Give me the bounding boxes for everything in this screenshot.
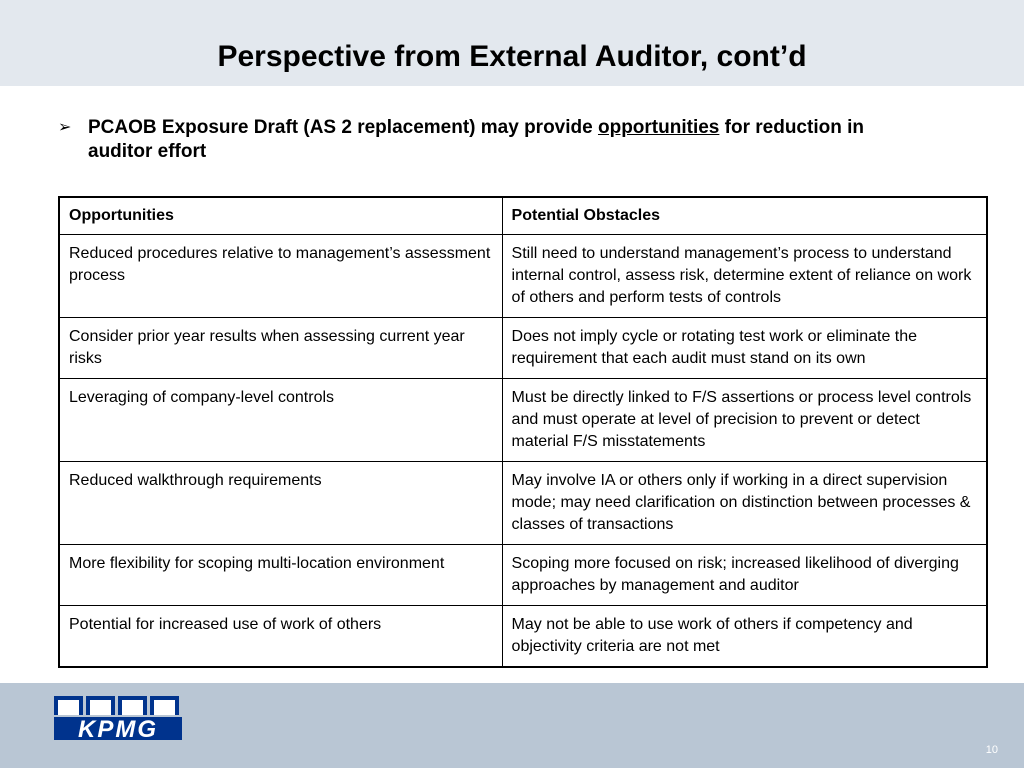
bullet-text-after: for reduction in auditor effort <box>88 117 864 162</box>
table-row <box>59 462 987 545</box>
opportunity-cell: Reduced walkthrough requirements <box>59 462 502 545</box>
opportunity-cell: Leveraging of company-level controls <box>59 379 502 462</box>
opportunity-cell: Potential for increased use of work of others <box>59 606 502 668</box>
obstacle-cell: Still need to understand management’s process to understand internal control, assess risk, determine extent of reliance on work of others and perform tests of controls <box>502 235 987 318</box>
obstacle-cell: May not be able to use work of others if competency and objectivity criteria are not met <box>502 606 987 668</box>
obstacle-cell: Does not imply cycle or rotating test work or eliminate the requirement that each audit must stand on its own <box>502 318 987 379</box>
kpmg-logo <box>52 694 184 742</box>
opportunity-cell: Reduced procedures relative to management’s assessment process <box>59 235 502 318</box>
arrow-bullet-icon: ➢ <box>58 119 72 136</box>
table-row <box>59 545 987 606</box>
kpmg-logo-text: KPMG <box>78 716 158 742</box>
header-opportunities: Opportunities <box>59 197 502 235</box>
bullet-text <box>88 116 908 164</box>
opportunity-cell: Consider prior year results when assessing current year risks <box>59 318 502 379</box>
opportunities-obstacles-table <box>58 196 988 668</box>
bullet-emphasis: opportunities <box>597 117 720 138</box>
table-row <box>59 606 987 668</box>
obstacle-cell: May involve IA or others only if working in a direct supervision mode; may need clarification on distinction between processes & classes of transactions <box>502 462 987 545</box>
table-header-row <box>59 197 987 235</box>
bullet-text-before: PCAOB Exposure Draft (AS 2 replacement) may provide <box>88 117 598 138</box>
obstacle-cell: Must be directly linked to F/S assertions or process level controls and must operate at level of precision to prevent or detect material F/S misstatements <box>502 379 987 462</box>
table-row <box>59 379 987 462</box>
slide-title: Perspective from External Auditor, cont’d <box>217 40 807 73</box>
opportunity-cell: More flexibility for scoping multi-location environment <box>59 545 502 606</box>
header-potential-obstacles: Potential Obstacles <box>502 197 987 235</box>
obstacle-cell: Scoping more focused on risk; increased likelihood of diverging approaches by management and auditor <box>502 545 987 606</box>
page-number: 10 <box>985 744 998 756</box>
table-row <box>59 318 987 379</box>
table-row <box>59 235 987 318</box>
